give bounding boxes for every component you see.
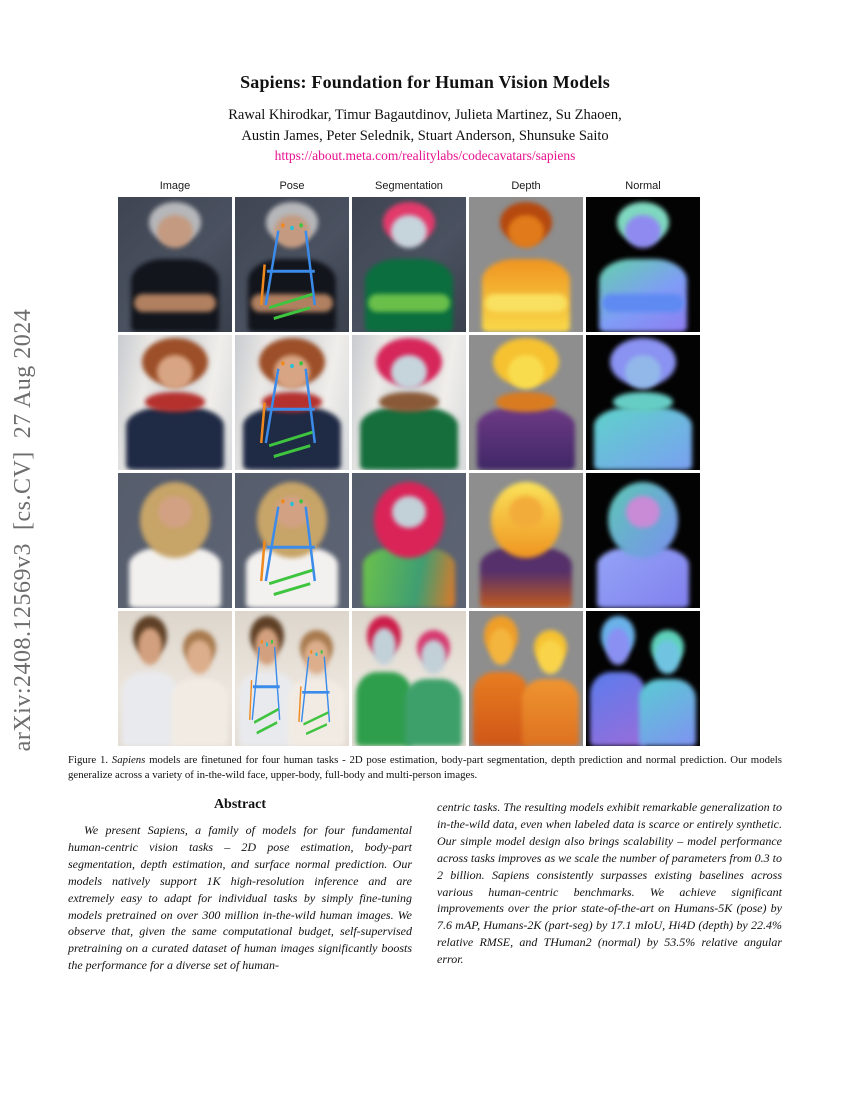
person-silhouette [518, 627, 583, 746]
figure-cell-r4-depth [469, 611, 583, 746]
face-shape [138, 628, 162, 665]
person-silhouette [352, 335, 466, 470]
abstract-heading: Abstract [213, 797, 267, 812]
pose-skeleton-overlay [235, 473, 349, 608]
torso-shape [522, 679, 579, 746]
face-shape [157, 355, 193, 389]
figure-cell-r2-depth [469, 335, 583, 470]
person-silhouette [352, 473, 466, 608]
project-link-row [0, 148, 850, 164]
page-title: Sapiens: Foundation for Human Vision Models [240, 72, 610, 92]
figure-cell-r2-image [118, 335, 232, 470]
figure-cell-r1-depth [469, 197, 583, 332]
figure-cell-r3-segmentation [352, 473, 466, 608]
figure-caption-text: models are finetuned for four human tasks - 2D pose estimation, body-part segmentation, depth prediction and normal prediction. Our models generalize across a variety of in-the-wild face, upper-body, full-body and multi-person images. [68, 754, 782, 782]
figure-cell-r3-image [118, 473, 232, 608]
figure-cell-r1-normal [586, 197, 700, 332]
person-silhouette [586, 335, 700, 470]
abstract-right-column: centric tasks. The resulting models exhibit remarkable generalization to in-the-wild data, even when labeled data is scarce or entirely synthetic. Our simple model design also brings scalability – model performance across tasks improves as we scale the number of parameters from 0.3 to 2 billion. Sapiens consistently surpasses existing baselines across various human-centric benchmarks. We achieve significant improvements over the prior state-of-the-art on Humans-5K (pose) by 7.6 mAP, Humans-2K (part-seg) by 17.1 mIoU, Hi4D (depth) by 22.4% relative RMSE, and THuman2 (normal) by 53.5% relative angular error. [437, 800, 782, 967]
person-silhouette [235, 335, 349, 470]
scarf-shape [496, 392, 555, 412]
face-shape [187, 640, 212, 673]
figure-caption-sapiens: Sapiens [111, 754, 146, 766]
column-header-normal: Normal [625, 180, 661, 192]
figure-cell-r2-segmentation [352, 335, 466, 470]
figure-cell-r4-segmentation [352, 611, 466, 746]
figure-cell-r3-depth [469, 473, 583, 608]
person-silhouette [118, 197, 232, 332]
person-silhouette [284, 627, 349, 746]
arms-shape [485, 294, 567, 312]
scarf-shape [613, 392, 672, 412]
face-shape [606, 628, 630, 665]
torso-shape [126, 407, 224, 470]
figure-cell-r3-normal [586, 473, 700, 608]
person-silhouette [469, 335, 583, 470]
person-silhouette [118, 335, 232, 470]
scarf-shape [379, 392, 438, 412]
person-silhouette [586, 473, 700, 608]
figure-cell-r2-normal [586, 335, 700, 470]
person-silhouette [235, 197, 349, 332]
column-header-pose: Pose [279, 180, 305, 192]
column-header-depth: Depth [511, 180, 541, 192]
authors-line-2: Austin James, Peter Selednik, Stuart Anderson, Shunsuke Saito [241, 128, 609, 144]
face-shape [625, 355, 661, 389]
person-silhouette [469, 473, 583, 608]
authors-line-1: Rawal Khirodkar, Timur Bagautdinov, Julieta Martinez, Su Zhaoen, [228, 107, 622, 123]
person-silhouette [586, 197, 700, 332]
person-silhouette [167, 627, 232, 746]
figure-cell-r1-segmentation [352, 197, 466, 332]
pose-skeleton-overlay [235, 335, 349, 470]
face-shape [508, 355, 544, 389]
torso-shape [405, 679, 462, 746]
person-silhouette [235, 473, 349, 608]
figure-cell-r1-image [118, 197, 232, 332]
figure-cell-r4-image [118, 611, 232, 746]
figure-caption [68, 753, 782, 783]
figure-caption-label: Figure 1. [68, 754, 112, 766]
face-shape [157, 215, 193, 249]
person-silhouette [118, 473, 232, 608]
face-shape [391, 215, 427, 249]
figure-cell-r4-normal [586, 611, 700, 746]
face-shape [391, 355, 427, 389]
figure-column-headers [118, 180, 700, 192]
torso-shape [171, 679, 228, 746]
arms-shape [368, 294, 450, 312]
person-silhouette [469, 197, 583, 332]
torso-shape [360, 407, 458, 470]
pose-skeleton-overlay [235, 197, 349, 332]
face-shape [372, 628, 396, 665]
person-silhouette [352, 197, 466, 332]
arms-shape [602, 294, 684, 312]
face-shape [489, 628, 513, 665]
pose-skeleton-overlay [284, 627, 349, 746]
figure-cell-r4-pose [235, 611, 349, 746]
torso-shape [477, 407, 575, 470]
face-shape [655, 640, 680, 673]
torso-shape [594, 407, 692, 470]
face-shape [421, 640, 446, 673]
face-shape [508, 215, 544, 249]
scarf-shape [145, 392, 204, 412]
figure-grid [118, 197, 700, 746]
torso-shape [639, 679, 696, 746]
arms-shape [134, 294, 216, 312]
figure-cell-r3-pose [235, 473, 349, 608]
face-shape [538, 640, 563, 673]
abstract-left-column: We present Sapiens, a family of models for four fundamental human-centric vision tasks – 2D pose estimation, body-part segmentation, depth estimation, and surface normal prediction. Our models natively support 1K high-resolution inference and are extremely easy to adapt for individual tasks by simply fine-tuning models pretrained on over 300 million in-the-wild human images. We observe that, given the same computational budget, self-supervised pretraining on a curated dataset of human images significantly boosts the performance for a diverse set of human- [68, 823, 412, 973]
column-header-segmentation: Segmentation [375, 180, 443, 192]
figure-cell-r2-pose [235, 335, 349, 470]
person-silhouette [401, 627, 466, 746]
column-header-image: Image [159, 180, 191, 192]
face-shape [625, 215, 661, 249]
project-link[interactable]: https://about.meta.com/realitylabs/codecavatars/sapiens [274, 148, 576, 163]
arxiv-stamp: arXiv:2408.12569v3 [cs.CV] 27 Aug 2024 [10, 308, 36, 752]
figure-cell-r1-pose [235, 197, 349, 332]
person-silhouette [635, 627, 700, 746]
